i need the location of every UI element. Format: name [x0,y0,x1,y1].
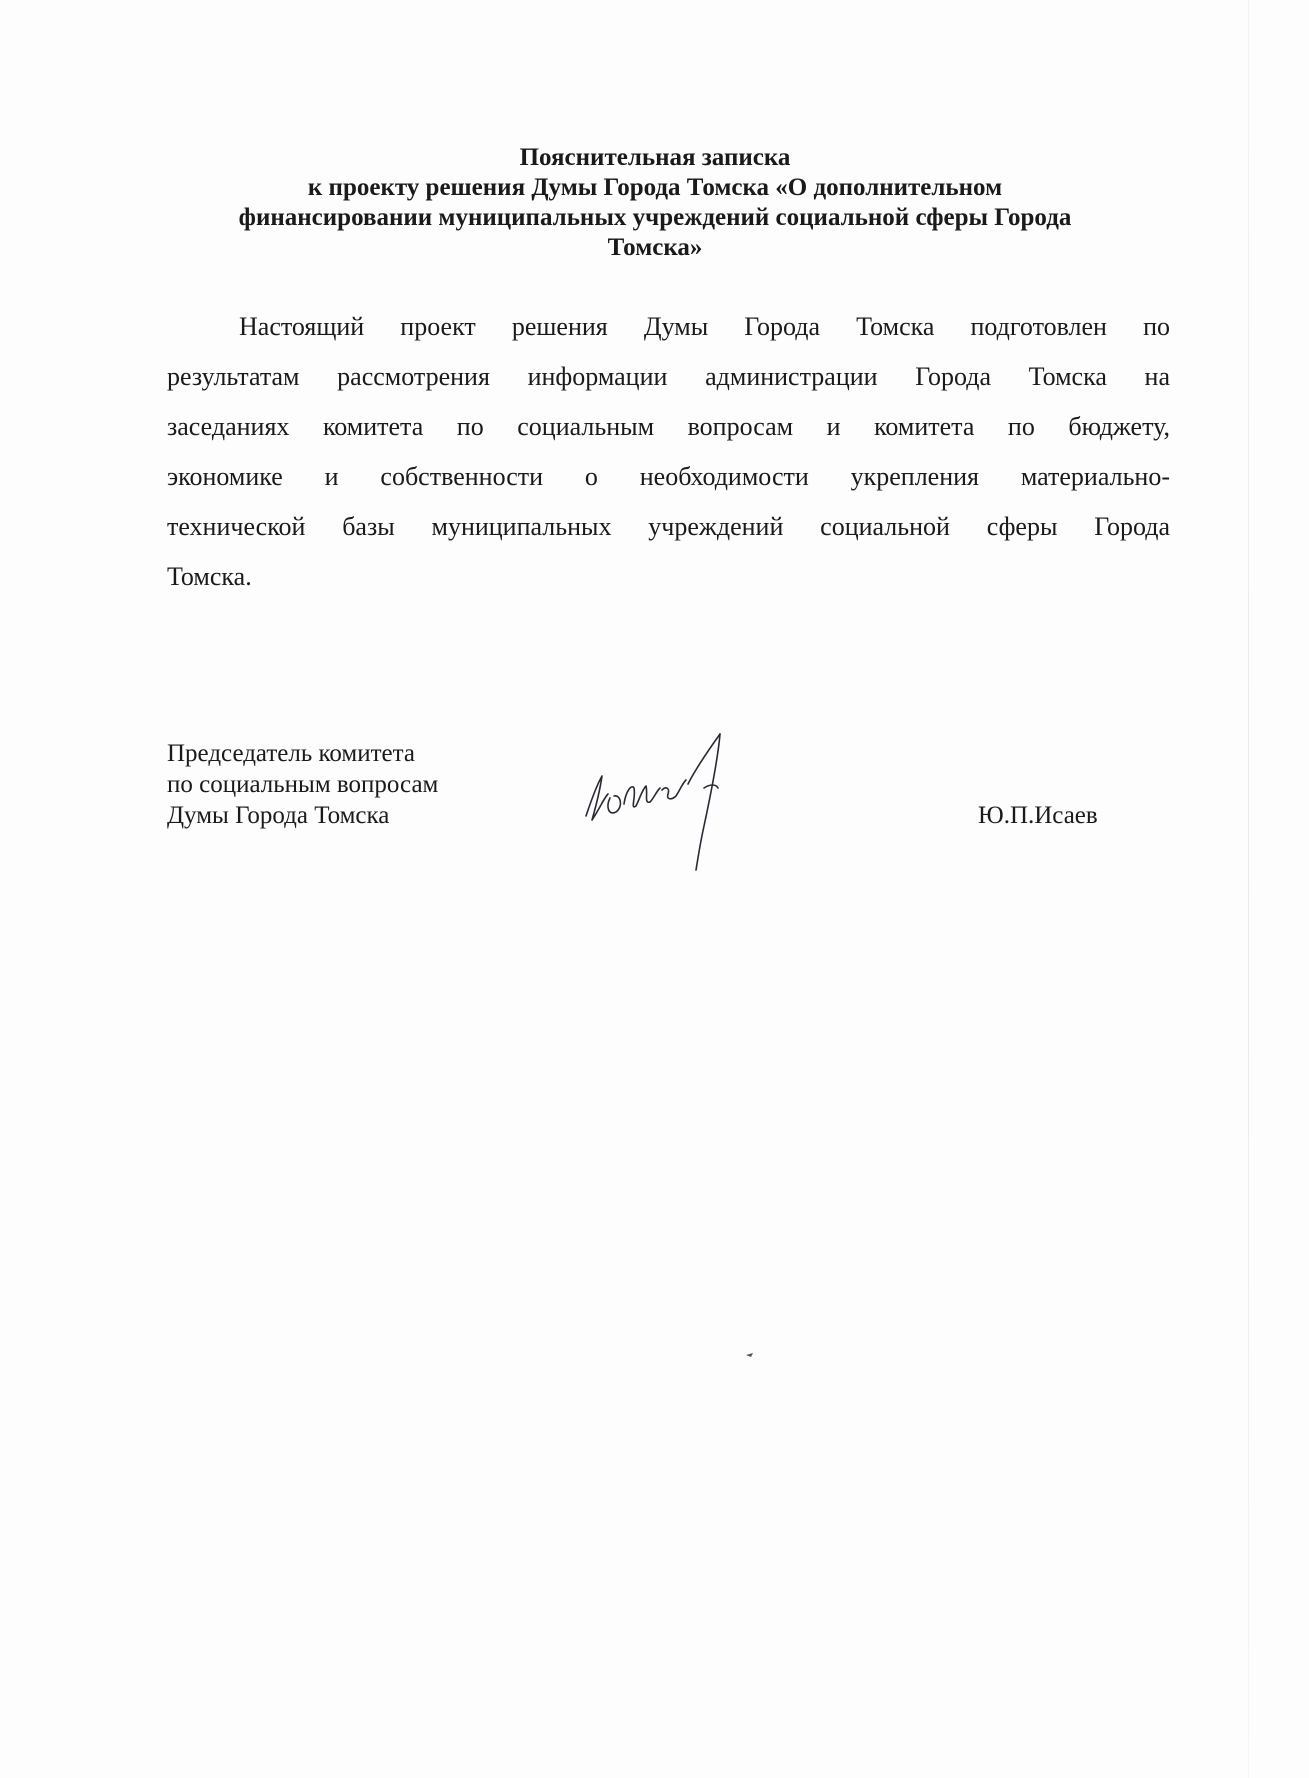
signer-position [167,738,438,831]
signer-line: по социальным вопросам [167,771,439,798]
title-line: Пояснительная записка [519,144,791,171]
body-line: заседаниях комитета по социальным вопросам и комитета по бюджету, [167,412,1170,441]
title-line: финансировании муниципальных учреждений социальной сферы Города [238,204,1072,231]
scan-edge [1248,0,1249,1778]
scan-speck [746,1353,754,1358]
body-line: Настоящий проект решения Думы Города Томска подготовлен по [239,312,1170,341]
body-paragraph [167,302,1170,602]
title-line: Томска» [607,234,703,261]
body-line: Томска. [167,562,252,591]
signer-line: Председатель комитета [167,740,415,767]
signer-name: Ю.П.Исаев [978,802,1098,829]
title-line: к проекту решения Думы Города Томска «О дополнительном [307,174,1003,201]
signer-line: Думы Города Томска [167,802,390,829]
handwritten-signature [578,728,768,873]
document-title [150,143,1160,263]
body-line: технической базы муниципальных учреждений социальной сферы Города [167,512,1170,541]
body-line: результатам рассмотрения информации администрации Города Томска на [167,362,1170,391]
body-line: экономике и собственности о необходимости укрепления материально- [167,462,1170,491]
